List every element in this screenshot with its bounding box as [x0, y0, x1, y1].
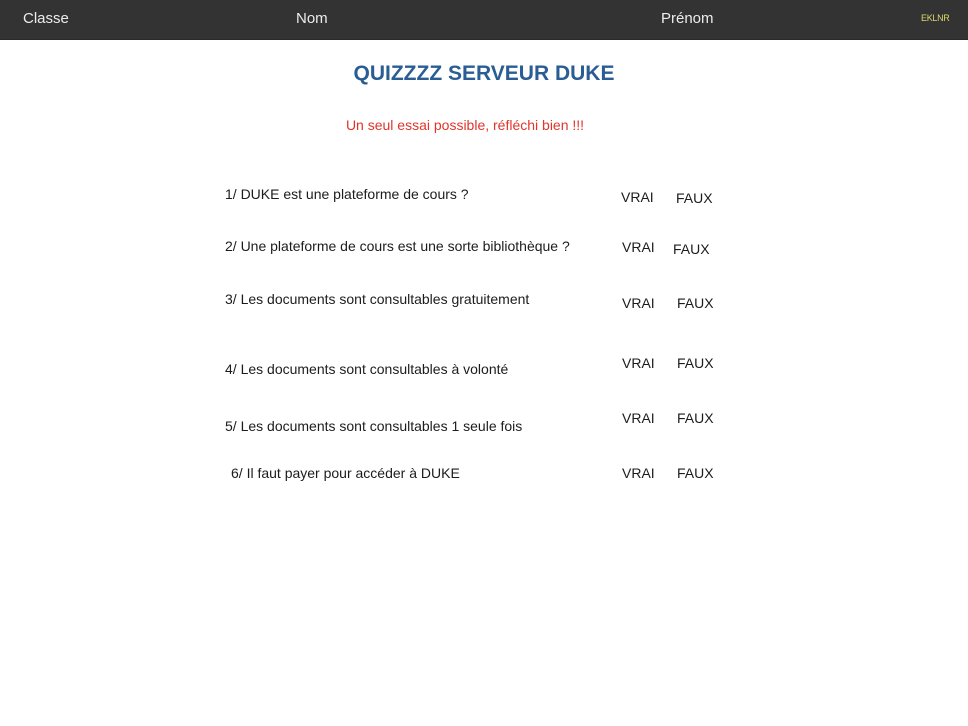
question-2-faux-option[interactable]: FAUX: [673, 241, 710, 257]
question-4-faux-option[interactable]: FAUX: [677, 355, 714, 371]
question-5-vrai-option[interactable]: VRAI: [622, 410, 655, 426]
question-6-vrai-option[interactable]: VRAI: [622, 465, 655, 481]
brand-logo: EKLNR: [921, 13, 950, 23]
question-6-text: 6/ Il faut payer pour accéder à DUKE: [231, 465, 460, 481]
top-bar: [0, 0, 968, 40]
prenom-field[interactable]: Prénom: [661, 10, 714, 27]
question-1-vrai-option[interactable]: VRAI: [621, 189, 654, 205]
question-6-faux-option[interactable]: FAUX: [677, 465, 714, 481]
question-3-vrai-option[interactable]: VRAI: [622, 295, 655, 311]
question-1-faux-option[interactable]: FAUX: [676, 190, 713, 206]
question-3-text: 3/ Les documents sont consultables gratuitement: [225, 291, 530, 307]
question-4-vrai-option[interactable]: VRAI: [622, 355, 655, 371]
question-3-faux-option[interactable]: FAUX: [677, 295, 714, 311]
question-2-vrai-option[interactable]: VRAI: [622, 239, 655, 255]
nom-field[interactable]: Nom: [296, 10, 328, 27]
question-4-text: 4/ Les documents sont consultables à volonté: [225, 361, 509, 377]
instruction-text: Un seul essai possible, réfléchi bien !!!: [345, 117, 585, 133]
question-2-text: 2/ Une plateforme de cours est une sorte bibliothèque ?: [225, 238, 570, 254]
question-1-text: 1/ DUKE est une plateforme de cours ?: [225, 186, 469, 202]
page-title: QUIZZZZ SERVEUR DUKE: [353, 62, 615, 85]
question-5-text: 5/ Les documents sont consultables 1 seule fois: [225, 418, 523, 434]
classe-field[interactable]: Classe: [23, 10, 69, 27]
question-5-faux-option[interactable]: FAUX: [677, 410, 714, 426]
